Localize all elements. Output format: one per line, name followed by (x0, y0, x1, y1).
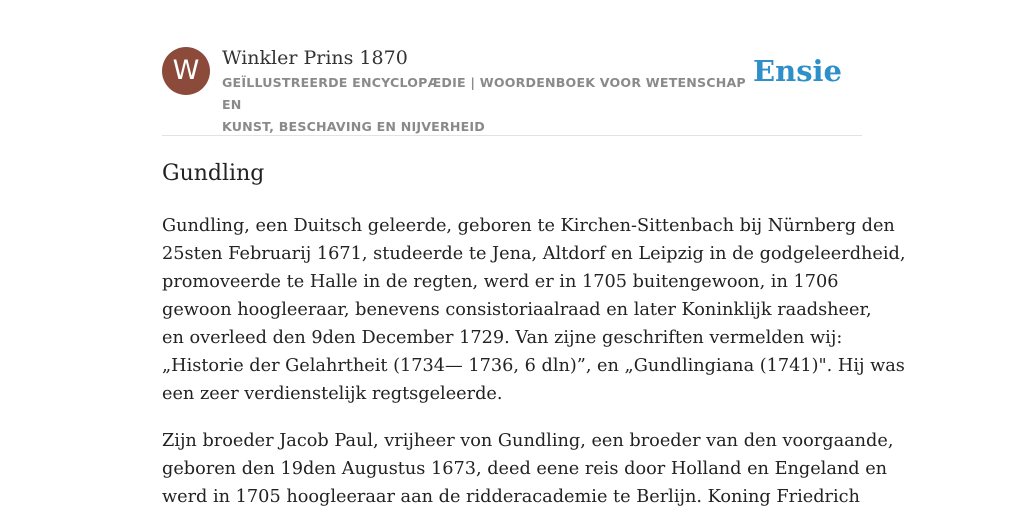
paragraph-line: een zeer verdienstelijk regtsgeleerde. (162, 384, 503, 404)
paragraph-line: Zijn broeder Jacob Paul, vrijheer von Gundling, een broeder van den voorgaande, (162, 431, 894, 451)
paragraph-line: en overleed den 9den December 1729. Van zijne geschriften vermelden wij: (162, 328, 843, 348)
source-subtitle (222, 72, 752, 138)
source-subtitle-line-2: KUNST, BESCHAVING EN NIJVERHEID (222, 119, 485, 134)
paragraph-line: „Historie der Gelahrtheit (1734— 1736, 6 dln)”, en „Gundlingiana (1741)". Hij was (162, 356, 905, 376)
source-title[interactable]: Winkler Prins 1870 (222, 47, 408, 69)
source-avatar[interactable]: W (162, 47, 210, 95)
paragraph-line: werd in 1705 hoogleeraar aan de ridderacademie te Berlijn. Koning Friedrich (162, 487, 860, 507)
ensie-logo-link[interactable]: Ensie (753, 54, 842, 88)
article-paragraph-1 (162, 212, 906, 408)
paragraph-line: Gundling, een Duitsch geleerde, geboren te Kirchen-Sittenbach bij Nürnberg den (162, 216, 895, 236)
article-title: Gundling (162, 161, 265, 186)
paragraph-line: promoveerde te Halle in de regten, werd er in 1705 buitengewoon, in 1706 (162, 272, 839, 292)
article-body (162, 212, 906, 512)
paragraph-line: 25sten Februarij 1671, studeerde te Jena, Altdorf en Leipzig in de godgeleerdheid, (162, 244, 906, 264)
source-header (162, 44, 862, 136)
paragraph-line: gewoon hoogleeraar, benevens consistoriaalraad en later Koninklijk raadsheer, (162, 300, 872, 320)
source-subtitle-line-1: GEÏLLUSTREERDE ENCYCLOPÆDIE | WOORDENBOEK VOOR WETENSCHAP EN (222, 75, 746, 112)
article-paragraph-2 (162, 427, 894, 511)
paragraph-line: geboren den 19den Augustus 1673, deed eene reis door Holland en Engeland en (162, 459, 888, 479)
